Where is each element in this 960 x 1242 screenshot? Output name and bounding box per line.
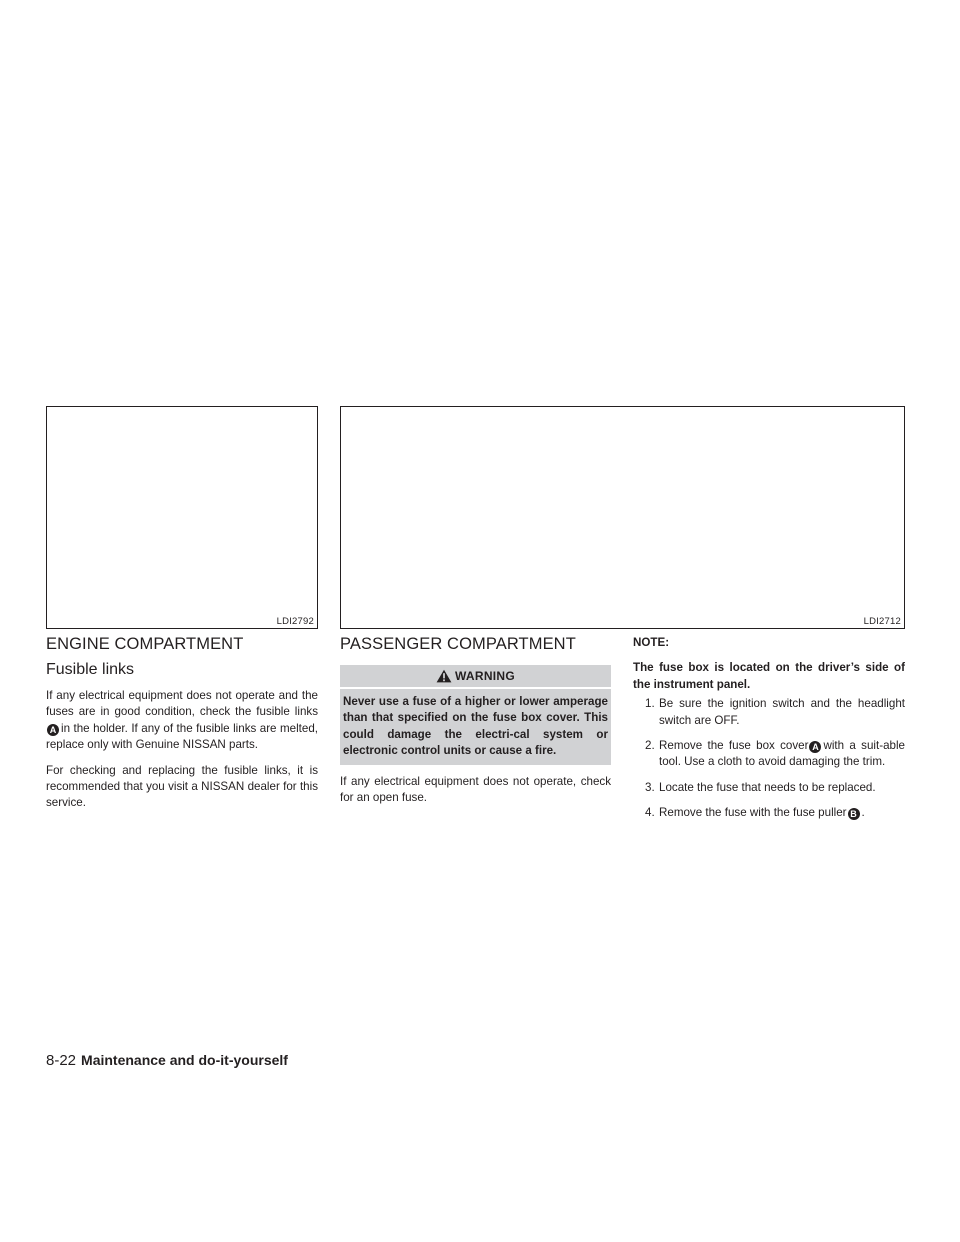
subsection-heading: Fusible links xyxy=(46,661,135,678)
paragraph: For checking and replacing the fusible links, it is recommended that you visit a NISSAN dealer for this service. xyxy=(46,763,318,810)
list-item xyxy=(633,738,905,771)
note-section xyxy=(633,633,905,831)
step-text: . xyxy=(861,806,865,820)
callout-a-icon: A xyxy=(809,741,821,753)
note-bold-text: The fuse box is located on the driver’s side of the instrument panel. xyxy=(633,661,905,691)
passenger-compartment-section xyxy=(340,633,611,815)
paragraph-text: If any electrical equipment does not operate and the fuses are in good condition, check the fusible links xyxy=(46,689,318,719)
figure-code: LDI2712 xyxy=(863,616,901,627)
step-number: 1. xyxy=(645,697,655,711)
step-number: 3. xyxy=(645,780,655,794)
callout-b-icon: B xyxy=(848,808,860,820)
step-text: Be sure the ignition switch and the headlight switch are OFF. xyxy=(659,697,905,727)
step-number: 4. xyxy=(645,806,655,820)
callout-a-icon: A xyxy=(47,724,59,736)
paragraph-text: in the holder. If any of the fusible links are melted, replace only with Genuine NISSAN parts. xyxy=(46,721,318,752)
footer-section-title: Maintenance and do-it-yourself xyxy=(81,1052,288,1068)
step-number: 2. xyxy=(645,739,655,753)
step-text: Remove the fuse box cover xyxy=(659,739,809,753)
section-heading: PASSENGER COMPARTMENT xyxy=(340,635,576,653)
list-item xyxy=(633,805,905,821)
warning-text: Never use a fuse of a higher or lower amperage than that specified on the fuse box cover. This could damage the electri-cal system or electronic control units or cause a fire. xyxy=(340,689,611,765)
page-number: 8-22 xyxy=(46,1052,77,1069)
step-text: Remove the fuse with the fuse puller xyxy=(659,806,847,820)
figure-code: LDI2792 xyxy=(276,616,314,627)
figure-fuse-box xyxy=(340,406,905,629)
section-heading: ENGINE COMPARTMENT xyxy=(46,635,244,653)
engine-compartment-section xyxy=(46,633,318,821)
warning-header xyxy=(340,665,611,687)
list-item xyxy=(633,780,905,796)
paragraph: If any electrical equipment does not operate, check for an open fuse. xyxy=(340,774,611,805)
page-footer xyxy=(46,1052,288,1069)
warning-label: WARNING xyxy=(454,669,516,683)
note-label: NOTE: xyxy=(633,636,670,649)
figure-fusible-links xyxy=(46,406,318,629)
steps-list xyxy=(633,696,905,821)
warning-triangle-icon xyxy=(436,669,452,683)
paragraph xyxy=(46,688,318,754)
step-text: Locate the fuse that needs to be replaced. xyxy=(659,780,876,794)
step-text: with a suit-able tool. Use a cloth to avoid damaging the trim. xyxy=(659,739,905,769)
list-item xyxy=(633,696,905,729)
